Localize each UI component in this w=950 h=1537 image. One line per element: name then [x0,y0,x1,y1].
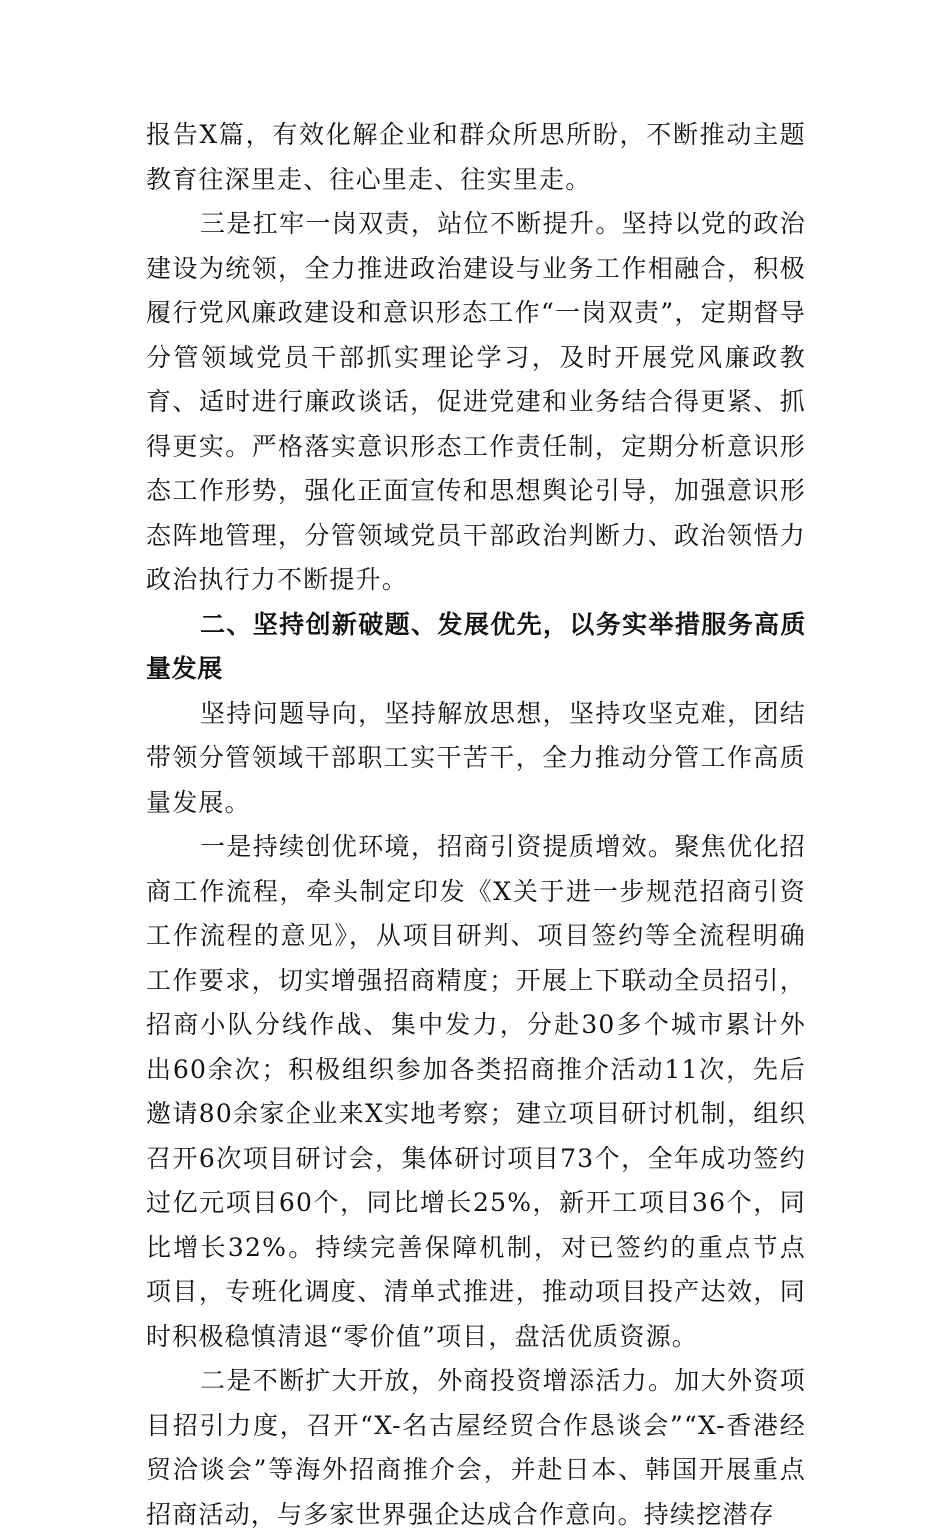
document-body [146,113,806,1537]
paragraph-p3: 坚持问题导向，坚持解放思想，坚持攻坚克难，团结带领分管领域干部职工实干苦干，全力推动分管工作高质量发展。 [146,698,806,817]
paragraph-p2: 三是扛牢一岗双责，站位不断提升。坚持以党的政治建设为统领，全力推进政治建设与业务工作相融合，积极履行党风廉政建设和意识形态工作“一岗双责”，定期督导分管领域党员干部抓实理论学习，及时开展党风廉政教育、适时进行廉政谈话，促进党建和业务结合得更紧、抓得更实。严格落实意识形态工作责任制，定期分析意识形态工作形势，强化正面宣传和思想舆论引导，加强意识形态阵地管理，分管领域党员干部政治判断力、政治领悟力政治执行力不断提升。 [146,209,806,594]
paragraph-p1: 报告X篇，有效化解企业和群众所思所盼，不断推动主题教育往深里走、往心里走、往实里走。 [146,120,806,194]
section-heading: 二、坚持创新破题、发展优先，以务实举措服务高质量发展 [146,609,806,683]
paragraph-p4: 一是持续创优环境，招商引资提质增效。聚焦优化招商工作流程，牵头制定印发《X关于进一步规范招商引资工作流程的意见》，从项目研判、项目签约等全流程明确工作要求，切实增强招商精度；开展上下联动全员招引，招商小队分线作战、集中发力，分赴30多个城市累计外出60余次；积极组织参加各类招商推介活动11次，先后邀请80余家企业来X实地考察；建立项目研讨机制，组织召开6次项目研讨会，集体研讨项目73个，全年成功签约过亿元项目60个，同比增长25%，新开工项目36个，同比增长32%。持续完善保障机制，对已签约的重点节点项目，专班化调度、清单式推进，推动项目投产达效，同时积极稳慎清退“零价值”项目，盘活优质资源。 [146,832,806,1351]
paragraph-p5: 二是不断扩大开放，外商投资增添活力。加大外资项目招引力度，召开“X-名古屋经贸合作恳谈会”“X-香港经贸洽谈会”等海外招商推介会，并赴日本、韩国开展重点招商活动，与多家世界强企达成合作意向。持续挖潜存 [146,1366,806,1529]
